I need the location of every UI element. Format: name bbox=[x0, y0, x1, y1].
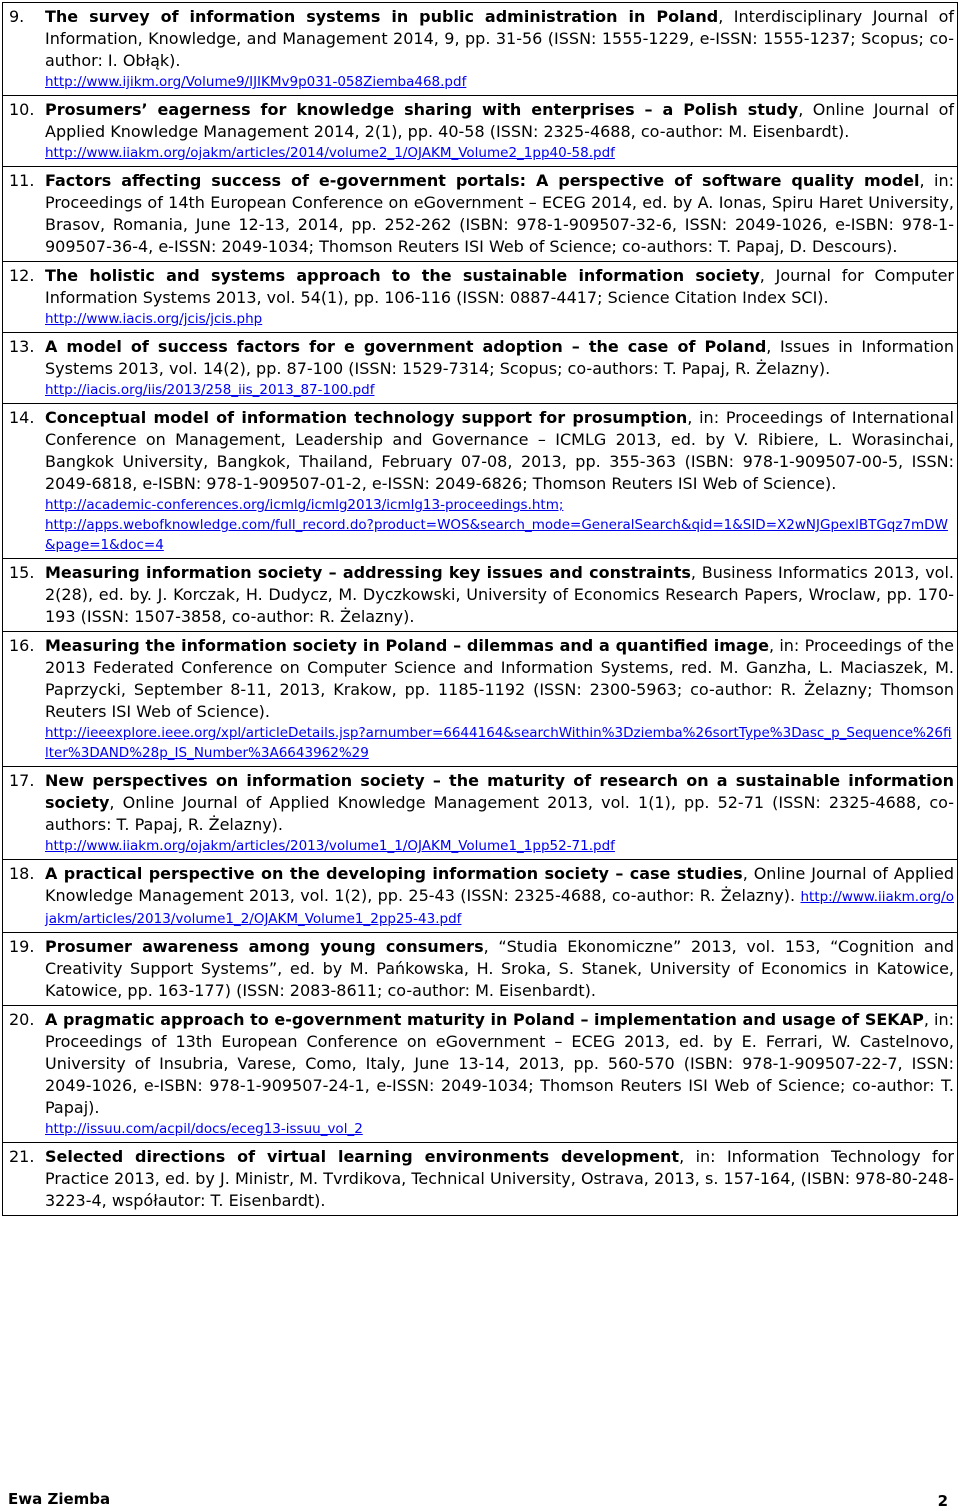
publication-link[interactable]: http://www.ijikm.org/Volume9/IJIKMv9p031-058Ziemba468.pdf bbox=[45, 74, 467, 90]
entry-number: 13. bbox=[9, 337, 35, 356]
link-line bbox=[45, 495, 954, 515]
entry-number: 14. bbox=[9, 408, 35, 427]
entry-number: 17. bbox=[9, 771, 35, 790]
publication-title: A practical perspective on the developing information society – case studies bbox=[45, 864, 743, 883]
entry-number: 10. bbox=[9, 100, 35, 119]
publication-details: , Business Informatics 2013, vol. 2(28), ed. by. J. Korczak, H. Dudycz, M. Dyczkowski, University of Economics Research Papers, Wroclaw, pp. 170-193 (ISSN: 1507-3858, co-author: R. Żelazny). bbox=[45, 563, 955, 626]
publication-details: , in: Information Technology for Practice 2013, ed. by J. Ministr, M. Tvrdikova, Technical University, Ostrava, 2013, s. 157-164, (ISBN: 978-80-248-3223-4, współautor: T. Eisenbardt). bbox=[45, 1147, 955, 1210]
publication-title: The holistic and systems approach to the sustainable information society bbox=[45, 266, 760, 285]
link-line bbox=[45, 836, 954, 856]
entry-body bbox=[45, 262, 957, 332]
publication-details: , in: Proceedings of 13th European Conference on eGovernment – ECEG 2013, ed. by E. Ferrari, W. Castelnovo, University of Insubria, Varese, Como, Italy, June 13-14, 2013, pp. 560-570 (ISBN: 978-1-909507-22-7, ISSN: 2049-1026, e-ISBN: 978-1-909507-24-1, e-ISSN: 2049-1034; Thomson Reuters ISI Web of Science; co-author: T. Papaj). bbox=[45, 1010, 954, 1117]
entry-body bbox=[45, 1143, 957, 1215]
publication-title: Prosumer awareness among young consumers bbox=[45, 937, 484, 956]
entry-number: 15. bbox=[9, 563, 35, 582]
entry-body bbox=[45, 3, 957, 95]
entry-body bbox=[45, 404, 957, 558]
publication-title: Measuring the information society in Poland – dilemmas and a quantified image bbox=[45, 636, 769, 655]
publication-row bbox=[3, 96, 957, 167]
publication-details: , Online Journal of Applied Knowledge Management 2014, 2(1), pp. 40-58 (ISSN: 2325-4688, co-author: M. Eisenbardt). bbox=[45, 100, 954, 141]
link-line bbox=[45, 72, 954, 92]
publication-link[interactable]: http://www.iiakm.org/ojakm/articles/2013/volume1_2/OJAKM_Volume1_2pp25-43.pdf bbox=[45, 889, 954, 927]
entry-number: 16. bbox=[9, 636, 35, 655]
publication-link[interactable]: http://apps.webofknowledge.com/full_record.do?product=WOS&search_mode=GeneralSearch&qid=1&SID=X2wNJGpexlBTGqz7mDW&page=1&doc=4 bbox=[45, 517, 948, 553]
publication-row bbox=[3, 632, 957, 767]
publication-link[interactable]: http://www.iiakm.org/ojakm/articles/2013/volume1_1/OJAKM_Volume1_1pp52-71.pdf bbox=[45, 838, 615, 854]
link-line bbox=[45, 1119, 954, 1139]
link-line bbox=[45, 380, 954, 400]
link-line bbox=[45, 515, 954, 555]
entry-body bbox=[45, 333, 957, 403]
page-number: 2 bbox=[937, 1492, 948, 1510]
entry-number: 21. bbox=[9, 1147, 35, 1166]
publication-title: New perspectives on information society – the maturity of research on a sustainable information society bbox=[45, 771, 954, 812]
publication-details: , “Studia Ekonomiczne” 2013, vol. 153, “Cognition and Creativity Support Systems”, ed. by M. Pańkowska, H. Sroka, S. Stanek, University of Economics in Katowice, Katowice, pp. 163-177) (ISSN: 2083-8611; co-author: M. Eisenbardt). bbox=[45, 937, 954, 1000]
publication-title: The survey of information systems in public administration in Poland bbox=[45, 7, 719, 26]
publication-details: , Journal for Computer Information Systems 2013, vol. 54(1), pp. 106-116 (ISSN: 0887-4417; Science Citation Index SCI). bbox=[45, 266, 955, 307]
publication-row bbox=[3, 262, 957, 333]
entry-body bbox=[45, 860, 957, 932]
entry-number: 19. bbox=[9, 937, 35, 956]
publication-title: Conceptual model of information technology support for prosumption bbox=[45, 408, 688, 427]
entry-number: 9. bbox=[9, 7, 25, 26]
entry-number: 12. bbox=[9, 266, 35, 285]
publication-row bbox=[3, 3, 957, 96]
entry-body bbox=[45, 767, 957, 859]
publication-row bbox=[3, 933, 957, 1006]
publication-details: , Online Journal of Applied Knowledge Management 2013, vol. 1(2), pp. 25-43 (ISSN: 2325-4688, co-author: R. Żelazny). bbox=[45, 864, 955, 905]
entry-number: 20. bbox=[9, 1010, 35, 1029]
publication-row bbox=[3, 1143, 957, 1216]
entry-number: 11. bbox=[9, 171, 35, 190]
publication-link[interactable]: http://www.iacis.org/jcis/jcis.php bbox=[45, 311, 263, 327]
publication-details: , in: Proceedings of International Conference on Management, Leadership and Governance – ICMLG 2013, ed. by V. Ribiere, L. Worasinchai, Bangkok University, Bangkok, Thailand, February 07-08, 2013, pp. 355-363 (ISBN: 978-1-909507-00-5, ISSN: 2049-6818, e-ISBN: 978-1-909507-01-2, e-ISSN: 2049-6826; Thomson Reuters ISI Web of Science). bbox=[45, 408, 955, 493]
publication-details: , Interdisciplinary Journal of Information, Knowledge, and Management 2014, 9, pp. 31-56 (ISSN: 1555-1229, e-ISSN: 1555-1237; Scopus; co-author: I. Obłąk). bbox=[45, 7, 955, 70]
publication-title: A model of success factors for e government adoption – the case of Poland bbox=[45, 337, 767, 356]
entry-body bbox=[45, 559, 957, 631]
entry-body bbox=[45, 1006, 957, 1142]
link-line bbox=[45, 723, 954, 763]
publication-details: , Issues in Information Systems 2013, vol. 14(2), pp. 87-100 (ISSN: 1529-7314; Scopus; co-authors: T. Papaj, R. Żelazny). bbox=[45, 337, 954, 378]
entry-body bbox=[45, 167, 957, 261]
footer-author: Ewa Ziemba bbox=[8, 1490, 111, 1508]
publication-row bbox=[3, 860, 957, 933]
publication-title: Selected directions of virtual learning environments development bbox=[45, 1147, 680, 1166]
link-line bbox=[45, 143, 954, 163]
publication-link[interactable]: http://www.iiakm.org/ojakm/articles/2014/volume2_1/OJAKM_Volume2_1pp40-58.pdf bbox=[45, 145, 615, 161]
publication-details: , Online Journal of Applied Knowledge Management 2013, vol. 1(1), pp. 52-71 (ISSN: 2325-4688, co-authors: T. Papaj, R. Żelazny). bbox=[45, 793, 954, 834]
publication-row bbox=[3, 767, 957, 860]
publication-link[interactable]: http://ieeexplore.ieee.org/xpl/articleDetails.jsp?arnumber=6644164&searchWithin%3Dziemba%26sortType%3Dasc_p_Sequence%26filter%3DAND%28p_IS_Number%3A6643962%29 bbox=[45, 725, 952, 761]
entry-body bbox=[45, 632, 957, 766]
entry-body bbox=[45, 96, 957, 166]
publication-link[interactable]: http://issuu.com/acpil/docs/eceg13-issuu_vol_2 bbox=[45, 1121, 363, 1137]
publication-title: A pragmatic approach to e-government maturity in Poland – implementation and usage of SEKAP bbox=[45, 1010, 924, 1029]
publication-title: Factors affecting success of e-government portals: A perspective of software quality model bbox=[45, 171, 920, 190]
publication-link[interactable]: http://academic-conferences.org/icmlg/icmlg2013/icmlg13-proceedings.htm; bbox=[45, 497, 564, 513]
publication-row bbox=[3, 167, 957, 262]
publication-row bbox=[3, 1006, 957, 1143]
publication-details: , in: Proceedings of the 2013 Federated Conference on Computer Science and Information Systems, red. M. Ganzha, L. Maciaszek, M. Paprzycki, September 8-11, 2013, Krakow, pp. 1185-1192 (ISSN: 2300-5963; co-author: R. Żelazny; Thomson Reuters ISI Web of Science). bbox=[45, 636, 954, 721]
publication-details: , in: Proceedings of 14th European Conference on eGovernment – ECEG 2014, ed. by A. Ionas, Spiru Haret University, Brasov, Romania, June 12-13, 2014, pp. 252-262 (ISBN: 978-1-909507-32-6, ISSN: 2049-1026, e-ISBN: 978-1-909507-36-4, e-ISSN: 2049-1034; Thomson Reuters ISI Web of Science; co-authors: T. Papaj, D. Descours). bbox=[45, 171, 954, 256]
publication-row bbox=[3, 559, 957, 632]
publication-row bbox=[3, 404, 957, 559]
publication-title: Prosumers’ eagerness for knowledge sharing with enterprises – a Polish study bbox=[45, 100, 799, 119]
publication-row bbox=[3, 333, 957, 404]
publication-table bbox=[2, 2, 958, 1216]
link-line bbox=[45, 309, 954, 329]
publication-title: Measuring information society – addressing key issues and constraints bbox=[45, 563, 691, 582]
publication-link[interactable]: http://iacis.org/iis/2013/258_iis_2013_87-100.pdf bbox=[45, 382, 375, 398]
entry-number: 18. bbox=[9, 864, 35, 883]
entry-body bbox=[45, 933, 957, 1005]
